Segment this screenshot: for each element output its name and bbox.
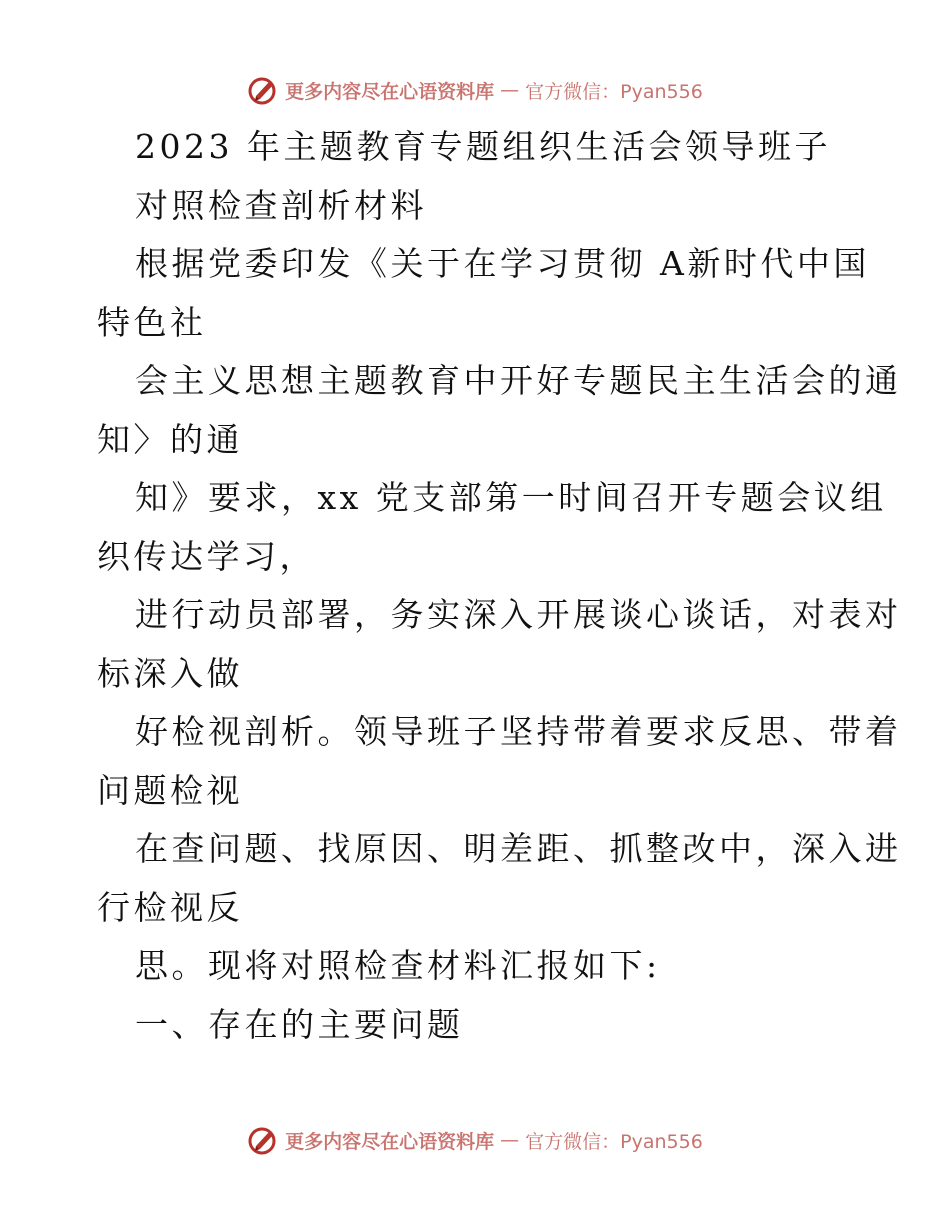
text-line: 2023 年主题教育专题组织生活会领导班子 [135, 127, 831, 166]
text-line: 标深入做 [97, 653, 243, 693]
watermark-wechat: 官方微信：Pyan556 [525, 1130, 703, 1153]
watermark-separator: — [500, 79, 520, 101]
text-line: 织传达学习， [97, 536, 316, 576]
text-line: 一、存在的主要问题 [135, 1004, 464, 1044]
watermark-footer [0, 1120, 950, 1160]
text-line: 思。现将对照检查材料汇报如下: [135, 946, 661, 985]
watermark-separator: — [500, 1129, 520, 1151]
text-line: 好检视剖析。领导班子坚持带着要求反思、带着 [135, 712, 902, 751]
text-line: 对照检查剖析材料 [135, 185, 427, 225]
pen-logo-icon [247, 74, 279, 106]
document-body [97, 118, 902, 1054]
watermark-title: 更多内容尽在心语资料库 [285, 1130, 495, 1153]
text-line: 会主义思想主题教育中开好专题民主生活会的通 [135, 361, 902, 400]
text-line: 在查问题、找原因、明差距、抓整改中，深入进 [135, 829, 902, 868]
text-line: 根据党委印发《关于在学习贯彻 A新时代中国 [135, 244, 870, 283]
pen-logo-icon [247, 1124, 279, 1156]
watermark-wechat: 官方微信：Pyan556 [525, 80, 703, 103]
text-line: 行检视反 [97, 887, 243, 927]
watermark-header [0, 70, 950, 110]
text-line: 进行动员部署，务实深入开展谈心谈话，对表对 [135, 595, 902, 634]
watermark-title: 更多内容尽在心语资料库 [285, 80, 495, 103]
text-line: 知》要求，xx 党支部第一时间召开专题会议组 [135, 478, 887, 517]
text-line: 特色社 [97, 302, 207, 342]
text-line: 问题检视 [97, 770, 243, 810]
text-line: 知〉的通 [97, 419, 243, 459]
